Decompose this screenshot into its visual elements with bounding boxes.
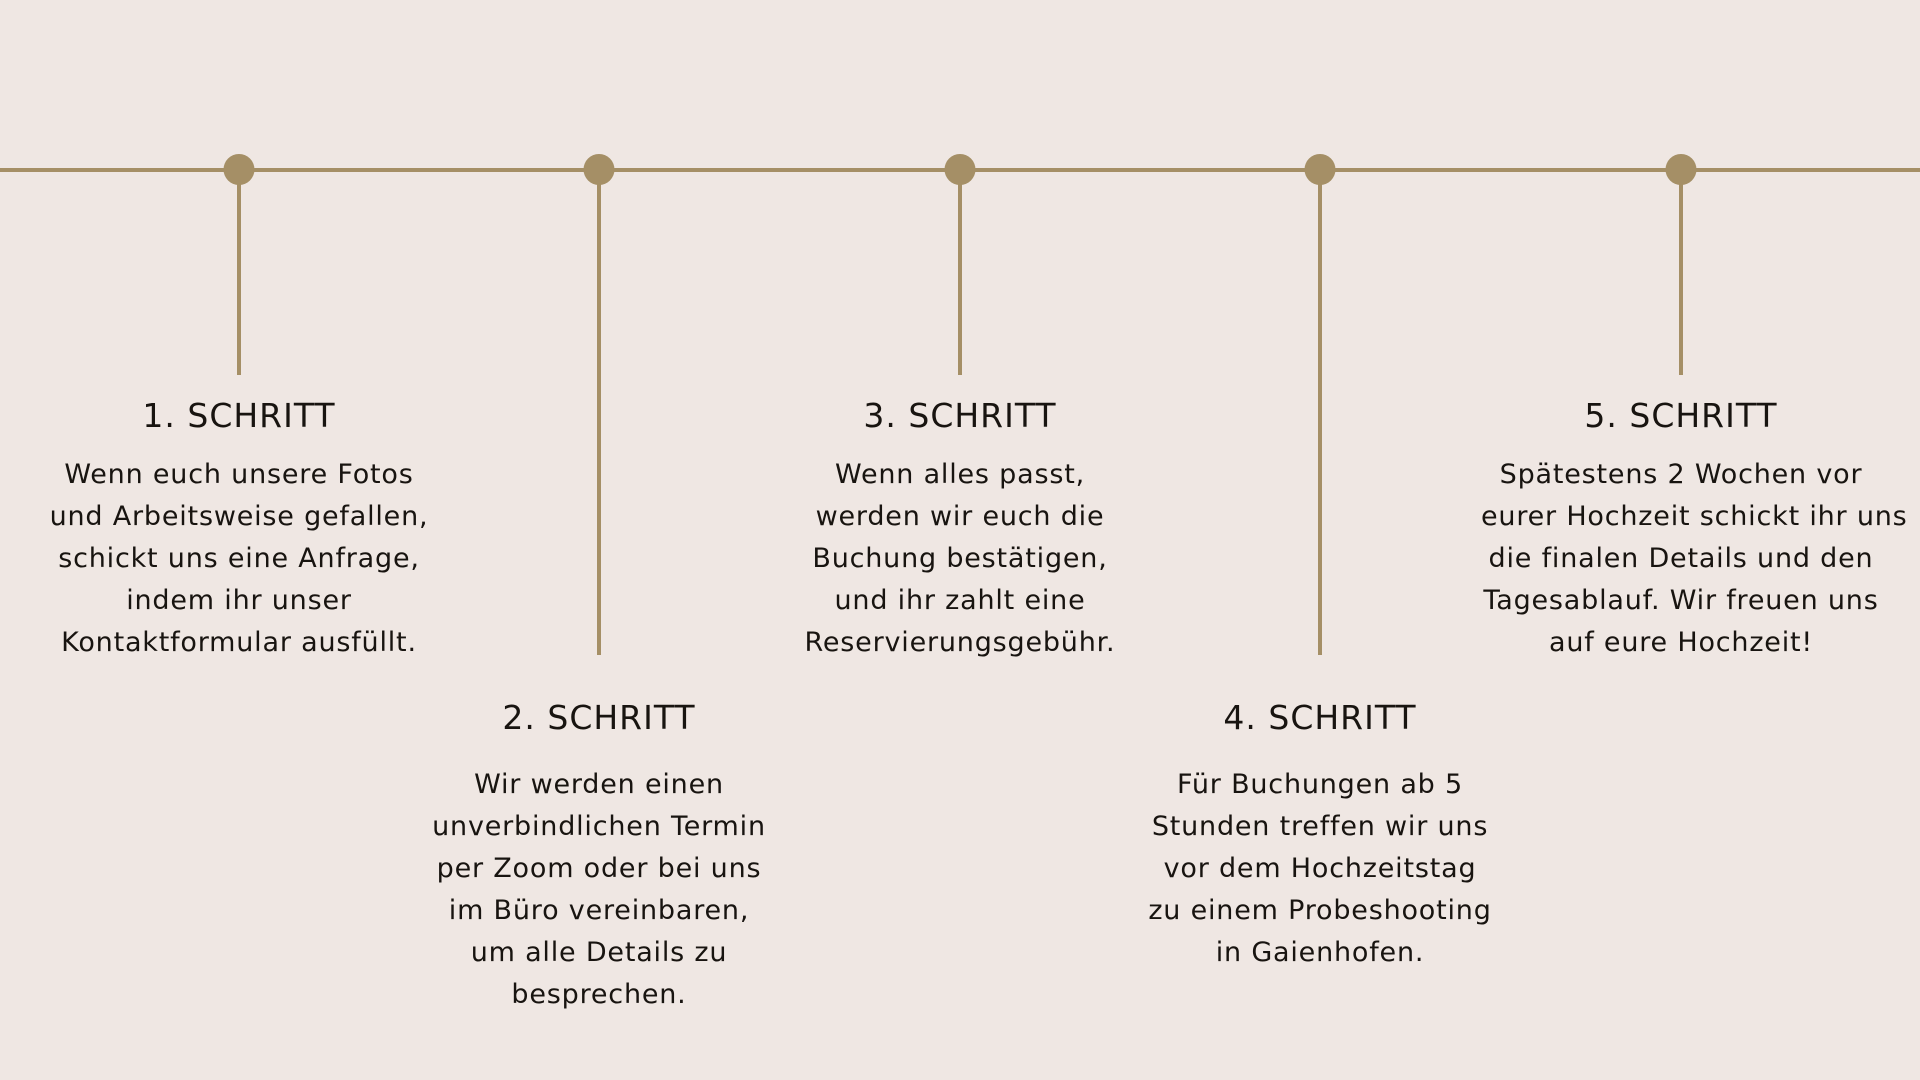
step-5-line: Tagesablauf. Wir freuen uns xyxy=(1483,585,1879,616)
step-5-line: auf eure Hochzeit! xyxy=(1548,627,1814,658)
step-2-line: unverbindlichen Termin xyxy=(432,811,766,842)
step-3-line: Buchung bestätigen, xyxy=(812,543,1108,574)
step-3-description xyxy=(760,454,1160,664)
step-5-line: Spätestens 2 Wochen vor xyxy=(1499,459,1863,490)
step-4-line: in Gaienhofen. xyxy=(1215,937,1425,968)
step-3-line: und ihr zahlt eine xyxy=(834,585,1086,616)
step-4-line: Für Buchungen ab 5 xyxy=(1177,769,1463,800)
step-3-line: Reservierungsgebühr. xyxy=(804,627,1116,658)
step-5-line: die finalen Details und den xyxy=(1488,543,1874,574)
step-1-line: und Arbeitsweise gefallen, xyxy=(49,501,429,532)
step-1-line: Kontaktformular ausfüllt. xyxy=(61,627,417,658)
step-3-line: werden wir euch die xyxy=(815,501,1105,532)
step-4-line: vor dem Hochzeitstag xyxy=(1163,853,1477,884)
step-1-line: schickt uns eine Anfrage, xyxy=(58,543,420,574)
step-5 xyxy=(1481,394,1908,664)
connector-step-1 xyxy=(237,168,241,375)
step-4-line: Stunden treffen wir uns xyxy=(1151,811,1489,842)
step-4-title: 4. SCHRITT xyxy=(1223,698,1417,737)
step-4 xyxy=(1120,696,1520,974)
step-1-title: 1. SCHRITT xyxy=(142,396,336,435)
step-5-title: 5. SCHRITT xyxy=(1584,396,1778,435)
step-4-line: zu einem Probeshooting xyxy=(1148,895,1492,926)
step-5-line: eurer Hochzeit schickt ihr uns xyxy=(1481,501,1908,532)
connector-step-5 xyxy=(1679,168,1683,375)
step-2-line: Wir werden einen xyxy=(474,769,724,800)
connector-step-4 xyxy=(1318,168,1322,655)
step-4-description xyxy=(1120,764,1520,974)
step-3-title: 3. SCHRITT xyxy=(863,396,1057,435)
step-3-line: Wenn alles passt, xyxy=(835,459,1085,490)
step-2-line: besprechen. xyxy=(511,979,687,1010)
step-5-description xyxy=(1481,454,1908,664)
step-2-description xyxy=(399,764,799,1016)
step-1 xyxy=(39,394,439,664)
step-1-description xyxy=(39,454,439,664)
step-2-line: per Zoom oder bei uns xyxy=(436,853,762,884)
step-3 xyxy=(760,394,1160,664)
step-2 xyxy=(399,696,799,1016)
connector-step-3 xyxy=(958,168,962,375)
step-2-line: um alle Details zu xyxy=(470,937,728,968)
connector-step-2 xyxy=(597,168,601,655)
step-2-line: im Büro vereinbaren, xyxy=(448,895,750,926)
step-1-line: indem ihr unser xyxy=(126,585,352,616)
step-1-line: Wenn euch unsere Fotos xyxy=(64,459,414,490)
step-2-title: 2. SCHRITT xyxy=(502,698,696,737)
